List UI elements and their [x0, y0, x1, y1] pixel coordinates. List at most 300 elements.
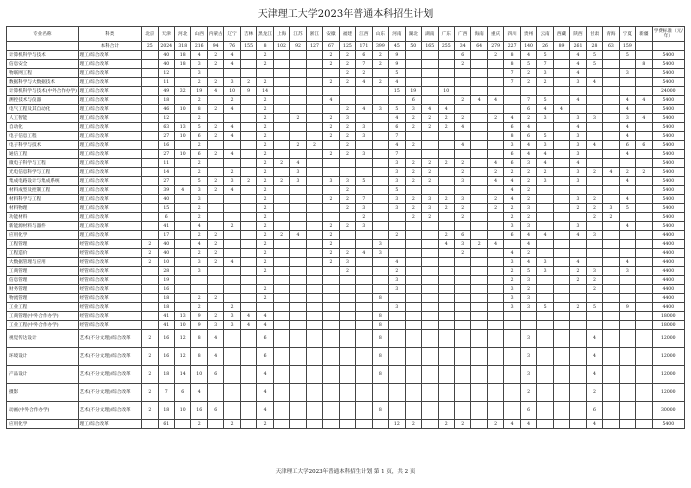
- quota-cell: 3: [290, 177, 306, 186]
- quota-cell: 2: [257, 258, 273, 267]
- quota-cell: 12: [389, 420, 405, 429]
- quota-cell: [290, 186, 306, 195]
- quota-cell: [356, 114, 372, 123]
- quota-cell: [372, 186, 388, 195]
- quota-cell: [570, 402, 586, 420]
- quota-cell: [553, 366, 569, 384]
- quota-cell: [273, 51, 289, 60]
- quota-cell: [636, 420, 652, 429]
- quota-cell: [306, 105, 322, 114]
- summary-value: 216: [191, 42, 207, 51]
- quota-cell: 9: [389, 60, 405, 69]
- quota-cell: [570, 105, 586, 114]
- quota-cell: 2: [191, 420, 207, 429]
- quota-cell: [603, 141, 619, 150]
- quota-cell: [142, 141, 158, 150]
- quota-cell: [290, 348, 306, 366]
- quota-cell: 17: [158, 231, 174, 240]
- quota-cell: [537, 330, 553, 348]
- quota-cell: [422, 321, 438, 330]
- quota-cell: [636, 195, 652, 204]
- quota-cell: 2: [520, 195, 536, 204]
- quota-cell: 2: [405, 213, 421, 222]
- quota-cell: [422, 96, 438, 105]
- major-category: 经管/综合改革: [78, 312, 142, 321]
- quota-cell: [273, 312, 289, 321]
- quota-cell: [290, 204, 306, 213]
- quota-cell: 8: [372, 294, 388, 303]
- quota-cell: [471, 204, 487, 213]
- quota-cell: [405, 60, 421, 69]
- quota-cell: 4: [537, 150, 553, 159]
- quota-cell: 11: [158, 159, 174, 168]
- quota-cell: [471, 267, 487, 276]
- quota-cell: [619, 60, 635, 69]
- quota-cell: 2: [586, 213, 602, 222]
- quota-cell: 3: [224, 321, 240, 330]
- quota-cell: 3: [389, 285, 405, 294]
- quota-cell: [306, 366, 322, 384]
- quota-cell: [240, 303, 256, 312]
- quota-cell: [306, 348, 322, 366]
- quota-cell: 2: [487, 420, 503, 429]
- major-name: 产品设计: [7, 366, 79, 384]
- quota-cell: 2: [339, 267, 355, 276]
- major-category: 理工/综合改革: [78, 78, 142, 87]
- quota-cell: [438, 258, 454, 267]
- quota-cell: [603, 303, 619, 312]
- quota-cell: [339, 240, 355, 249]
- quota-cell: [438, 213, 454, 222]
- quota-cell: [142, 78, 158, 87]
- quota-cell: [273, 222, 289, 231]
- quota-cell: 2: [520, 69, 536, 78]
- quota-cell: 2: [142, 348, 158, 366]
- quota-cell: [553, 420, 569, 429]
- summary-value: 26: [537, 42, 553, 51]
- table-row: [7, 51, 685, 60]
- quota-cell: [422, 60, 438, 69]
- quota-cell: [471, 303, 487, 312]
- quota-cell: 4: [389, 258, 405, 267]
- quota-cell: [306, 204, 322, 213]
- quota-cell: 2: [504, 276, 520, 285]
- quota-cell: 27: [158, 177, 174, 186]
- quota-cell: 3: [389, 168, 405, 177]
- major-category: 艺术(不分文理)/综合改革: [78, 330, 142, 348]
- quota-cell: [586, 294, 602, 303]
- quota-cell: [487, 384, 503, 402]
- quota-cell: 2: [323, 249, 339, 258]
- quota-cell: [619, 276, 635, 285]
- quota-cell: [290, 321, 306, 330]
- quota-cell: [636, 294, 652, 303]
- quota-cell: 2: [422, 213, 438, 222]
- quota-cell: 4: [504, 249, 520, 258]
- quota-cell: 2: [257, 195, 273, 204]
- quota-cell: 2: [438, 420, 454, 429]
- major-category: 理工/综合改革: [78, 105, 142, 114]
- quota-cell: [471, 87, 487, 96]
- quota-cell: 3: [504, 222, 520, 231]
- quota-cell: 2: [224, 96, 240, 105]
- quota-cell: [306, 258, 322, 267]
- summary-value: 94: [207, 42, 223, 51]
- quota-cell: [389, 366, 405, 384]
- quota-cell: [636, 159, 652, 168]
- quota-cell: 2: [257, 186, 273, 195]
- quota-cell: 2: [207, 312, 223, 321]
- quota-cell: 4: [570, 60, 586, 69]
- quota-cell: [142, 87, 158, 96]
- quota-cell: 2: [339, 69, 355, 78]
- quota-cell: [487, 402, 503, 420]
- quota-cell: [339, 312, 355, 321]
- summary-value: 159: [619, 42, 635, 51]
- quota-cell: 7: [356, 60, 372, 69]
- summary-value: 89: [553, 42, 569, 51]
- quota-cell: 2: [339, 141, 355, 150]
- quota-cell: [586, 105, 602, 114]
- summary-row: [7, 42, 685, 51]
- quota-cell: [240, 420, 256, 429]
- quota-cell: 41: [158, 321, 174, 330]
- quota-cell: 7: [504, 78, 520, 87]
- quota-cell: 18: [158, 366, 174, 384]
- quota-cell: 6: [207, 402, 223, 420]
- quota-cell: [570, 420, 586, 429]
- quota-cell: [422, 231, 438, 240]
- quota-cell: 3: [356, 132, 372, 141]
- header-province: 上海: [273, 27, 289, 42]
- major-category: 经管/综合改革: [78, 240, 142, 249]
- quota-cell: 7: [389, 150, 405, 159]
- quota-cell: 4: [224, 51, 240, 60]
- quota-cell: [603, 276, 619, 285]
- quota-cell: [422, 240, 438, 249]
- quota-cell: [405, 303, 421, 312]
- quota-cell: [290, 402, 306, 420]
- quota-cell: 7: [356, 195, 372, 204]
- major-name: 工业工程(中外合作办学): [7, 321, 79, 330]
- quota-cell: [553, 312, 569, 321]
- quota-cell: [603, 249, 619, 258]
- quota-cell: [306, 240, 322, 249]
- summary-value: 34: [454, 42, 470, 51]
- tuition-fee: 24000: [652, 87, 684, 96]
- quota-cell: 4: [290, 159, 306, 168]
- quota-cell: [454, 87, 470, 96]
- tuition-fee: 12000: [652, 384, 684, 402]
- quota-cell: [290, 276, 306, 285]
- quota-cell: [422, 150, 438, 159]
- quota-cell: 7: [158, 384, 174, 402]
- quota-cell: [422, 186, 438, 195]
- quota-cell: 14: [158, 168, 174, 177]
- tuition-fee: 5400: [652, 69, 684, 78]
- quota-cell: [603, 222, 619, 231]
- quota-cell: [553, 87, 569, 96]
- tuition-fee: 4400: [652, 285, 684, 294]
- quota-cell: [636, 249, 652, 258]
- quota-cell: [339, 231, 355, 240]
- quota-cell: [405, 312, 421, 321]
- quota-cell: [175, 168, 191, 177]
- quota-cell: [175, 249, 191, 258]
- quota-cell: [273, 267, 289, 276]
- quota-cell: 2: [372, 60, 388, 69]
- quota-cell: [487, 78, 503, 87]
- quota-cell: [339, 348, 355, 366]
- quota-cell: 3: [570, 114, 586, 123]
- quota-cell: 4: [603, 168, 619, 177]
- summary-value: [636, 42, 652, 51]
- quota-cell: 6: [504, 150, 520, 159]
- quota-cell: 6: [504, 159, 520, 168]
- quota-cell: [142, 231, 158, 240]
- quota-cell: 2: [422, 123, 438, 132]
- quota-cell: 2: [207, 51, 223, 60]
- quota-cell: 3: [570, 141, 586, 150]
- quota-cell: [175, 276, 191, 285]
- quota-cell: 4: [471, 96, 487, 105]
- quota-cell: 2: [257, 204, 273, 213]
- quota-cell: [339, 294, 355, 303]
- major-name: 微电子科学与工程: [7, 159, 79, 168]
- quota-cell: 9: [191, 321, 207, 330]
- quota-cell: 2: [438, 159, 454, 168]
- quota-cell: [356, 186, 372, 195]
- quota-cell: 11: [158, 78, 174, 87]
- quota-cell: [240, 51, 256, 60]
- quota-cell: [273, 420, 289, 429]
- quota-cell: 3: [389, 276, 405, 285]
- summary-value: 2024: [158, 42, 174, 51]
- quota-cell: [175, 420, 191, 429]
- quota-cell: 2: [257, 240, 273, 249]
- quota-cell: [603, 267, 619, 276]
- quota-cell: 41: [158, 222, 174, 231]
- quota-cell: 10: [175, 402, 191, 420]
- quota-cell: 4: [487, 96, 503, 105]
- quota-cell: 4: [487, 177, 503, 186]
- quota-cell: [471, 285, 487, 294]
- quota-cell: [422, 294, 438, 303]
- quota-cell: 2: [454, 114, 470, 123]
- quota-cell: 3: [537, 69, 553, 78]
- quota-cell: [636, 285, 652, 294]
- quota-cell: 3: [356, 123, 372, 132]
- major-name: 电气工程及其自动化: [7, 105, 79, 114]
- quota-cell: [553, 330, 569, 348]
- major-category: 理工/综合改革: [78, 141, 142, 150]
- quota-cell: [290, 303, 306, 312]
- quota-cell: [570, 384, 586, 402]
- quota-cell: 2: [570, 276, 586, 285]
- quota-cell: 10: [191, 366, 207, 384]
- quota-cell: [142, 294, 158, 303]
- quota-cell: 4: [224, 150, 240, 159]
- quota-cell: 4: [537, 105, 553, 114]
- quota-cell: [454, 303, 470, 312]
- quota-cell: 2: [520, 213, 536, 222]
- quota-cell: 2: [619, 168, 635, 177]
- quota-cell: 3: [586, 114, 602, 123]
- quota-cell: [142, 96, 158, 105]
- quota-cell: [619, 402, 635, 420]
- quota-cell: [356, 276, 372, 285]
- quota-cell: [306, 159, 322, 168]
- quota-cell: 3: [422, 204, 438, 213]
- quota-cell: 2: [224, 222, 240, 231]
- quota-cell: [487, 330, 503, 348]
- table-row: [7, 240, 685, 249]
- quota-cell: 3: [191, 195, 207, 204]
- quota-cell: [273, 321, 289, 330]
- quota-cell: [487, 213, 503, 222]
- quota-cell: 2: [257, 141, 273, 150]
- quota-cell: [636, 267, 652, 276]
- quota-cell: 3: [405, 105, 421, 114]
- quota-cell: [306, 420, 322, 429]
- quota-cell: [290, 258, 306, 267]
- quota-cell: 8: [372, 321, 388, 330]
- major-name: 新能源材料与器件: [7, 222, 79, 231]
- quota-cell: [372, 231, 388, 240]
- quota-cell: [454, 294, 470, 303]
- quota-cell: [471, 312, 487, 321]
- quota-cell: [487, 366, 503, 384]
- quota-cell: [603, 159, 619, 168]
- quota-cell: 2: [142, 366, 158, 384]
- quota-cell: 3: [570, 177, 586, 186]
- header-province: 新疆: [636, 27, 652, 42]
- quota-cell: [422, 78, 438, 87]
- quota-cell: 12: [158, 114, 174, 123]
- quota-cell: [553, 348, 569, 366]
- major-name: 财务管理: [7, 285, 79, 294]
- quota-cell: [619, 420, 635, 429]
- quota-cell: [372, 177, 388, 186]
- quota-cell: 3: [619, 267, 635, 276]
- quota-cell: 3: [339, 177, 355, 186]
- quota-cell: [438, 276, 454, 285]
- quota-cell: [240, 294, 256, 303]
- quota-cell: 2: [372, 51, 388, 60]
- quota-cell: [438, 348, 454, 366]
- quota-cell: [487, 69, 503, 78]
- quota-cell: 3: [339, 258, 355, 267]
- quota-cell: 4: [224, 123, 240, 132]
- major-name: 工商管理: [7, 267, 79, 276]
- quota-cell: 2: [207, 123, 223, 132]
- quota-cell: 2: [520, 114, 536, 123]
- quota-cell: [570, 186, 586, 195]
- quota-cell: 2: [454, 96, 470, 105]
- quota-cell: [323, 330, 339, 348]
- quota-cell: [273, 78, 289, 87]
- quota-cell: [537, 366, 553, 384]
- quota-cell: 6: [257, 330, 273, 348]
- page-footer: 天津理工大学2023年普通本科招生计划 第 1 页，共 2 页: [275, 469, 416, 475]
- quota-cell: [603, 105, 619, 114]
- major-name: 物联网工程: [7, 69, 79, 78]
- header-province: 山西: [191, 27, 207, 42]
- quota-cell: 2: [207, 240, 223, 249]
- quota-cell: [323, 141, 339, 150]
- quota-cell: [586, 321, 602, 330]
- quota-cell: 2: [504, 267, 520, 276]
- quota-cell: [537, 222, 553, 231]
- quota-cell: 4: [570, 96, 586, 105]
- major-category: 理工/综合改革: [78, 87, 142, 96]
- quota-cell: 5: [537, 303, 553, 312]
- quota-cell: 5: [389, 186, 405, 195]
- quota-cell: 2: [586, 276, 602, 285]
- quota-cell: [323, 285, 339, 294]
- quota-cell: 40: [158, 195, 174, 204]
- quota-cell: 2: [323, 51, 339, 60]
- quota-cell: [240, 240, 256, 249]
- quota-cell: 2: [520, 177, 536, 186]
- major-category: 理工/综合改革: [78, 177, 142, 186]
- quota-cell: 2: [207, 177, 223, 186]
- quota-cell: 6: [586, 402, 602, 420]
- quota-cell: 4: [520, 258, 536, 267]
- quota-cell: [487, 321, 503, 330]
- table-row: [7, 366, 685, 384]
- quota-cell: 2: [240, 177, 256, 186]
- quota-cell: 2: [570, 267, 586, 276]
- quota-cell: [240, 60, 256, 69]
- table-row: [7, 276, 685, 285]
- table-row: [7, 420, 685, 429]
- quota-cell: [603, 87, 619, 96]
- major-name: 大数据管理与应用: [7, 258, 79, 267]
- quota-cell: [323, 213, 339, 222]
- quota-cell: [570, 330, 586, 348]
- quota-cell: 4: [257, 402, 273, 420]
- quota-cell: 2: [339, 222, 355, 231]
- quota-cell: 4: [520, 231, 536, 240]
- quota-cell: [356, 96, 372, 105]
- quota-cell: 2: [422, 177, 438, 186]
- major-name: 材料物理: [7, 204, 79, 213]
- quota-cell: [290, 420, 306, 429]
- quota-cell: [356, 267, 372, 276]
- quota-cell: [273, 249, 289, 258]
- table-row: [7, 141, 685, 150]
- quota-cell: 2: [257, 231, 273, 240]
- quota-cell: [504, 321, 520, 330]
- quota-cell: [175, 294, 191, 303]
- quota-cell: 19: [158, 276, 174, 285]
- quota-cell: [422, 312, 438, 321]
- quota-cell: 3: [389, 303, 405, 312]
- quota-cell: 9: [191, 312, 207, 321]
- quota-cell: 3: [372, 240, 388, 249]
- quota-cell: [142, 132, 158, 141]
- quota-cell: [207, 195, 223, 204]
- quota-cell: [240, 213, 256, 222]
- quota-cell: 18: [158, 303, 174, 312]
- quota-cell: [422, 330, 438, 348]
- quota-cell: [636, 69, 652, 78]
- quota-cell: [290, 222, 306, 231]
- quota-cell: [636, 213, 652, 222]
- quota-cell: [356, 321, 372, 330]
- quota-cell: [619, 240, 635, 249]
